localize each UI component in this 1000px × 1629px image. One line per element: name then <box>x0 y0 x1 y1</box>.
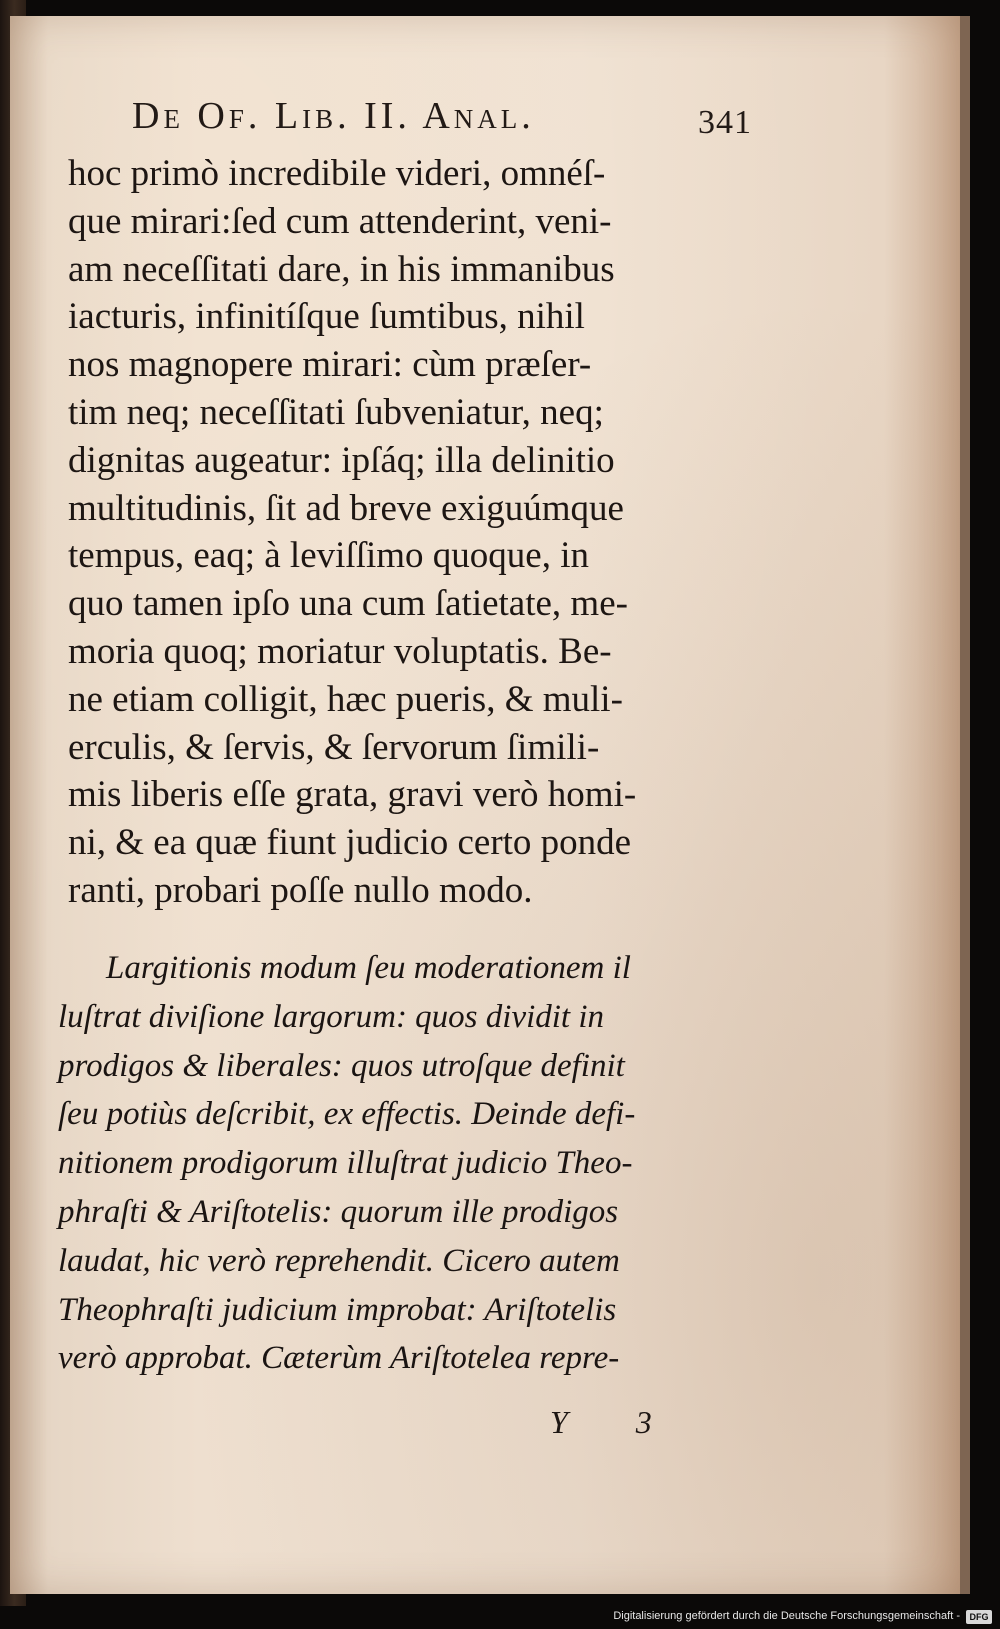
text-line: ranti, probari poſſe nullo modo. <box>68 869 533 911</box>
text-line: que mirari:ſed cum attenderint, veni- <box>68 200 612 242</box>
text-line: ne etiam colligit, hæc pueris, & muli- <box>68 678 623 720</box>
dfg-logo: DFG <box>966 1610 992 1624</box>
running-title: De Of. Lib. II. Anal. <box>132 95 535 137</box>
text-line: iacturis, infinitíſque ſumtibus, nihil <box>68 296 585 338</box>
commentary-line: verò approbat. Cæterùm Ariſtotelea repre- <box>58 1340 620 1377</box>
page-number: 341 <box>698 104 752 141</box>
book-page <box>10 16 970 1594</box>
italic-commentary-block <box>58 944 738 1383</box>
text-line: mis liberis eſſe grata, gravi verò homi- <box>68 774 637 816</box>
text-line: erculis, & ſervis, & ſervorum ſimili- <box>68 726 600 768</box>
commentary-line: prodigos & liberales: quos utroſque definit <box>58 1047 625 1084</box>
commentary-line: ſeu potiùs deſcribit, ex effectis. Deinde defi- <box>58 1096 636 1133</box>
text-line: hoc primò incredibile videri, omnéſ- <box>68 153 606 194</box>
text-line: nos magnopere mirari: cùm præſer- <box>68 344 592 386</box>
commentary-line: Theophraſti judicium improbat: Ariſtotelis <box>58 1291 617 1328</box>
text-line: ni, & ea quæ fiunt judicio certo ponde <box>68 822 632 864</box>
commentary-line: luſtrat diviſione largorum: quos dividit in <box>58 998 605 1035</box>
main-text-block <box>68 150 738 915</box>
commentary-line: laudat, hic verò reprehendit. Cicero autem <box>58 1242 620 1279</box>
text-line: quo tamen ipſo una cum ſatietate, me- <box>68 583 628 625</box>
commentary-line: nitionem prodigorum illuſtrat judicio Theo- <box>58 1145 633 1182</box>
commentary-line: phraſti & Ariſtotelis: quorum ille prodigos <box>58 1193 619 1230</box>
funding-credit: Digitalisierung gefördert durch die Deutsche Forschungsgemeinschaft - <box>613 1610 960 1622</box>
commentary-line: Largitionis modum ſeu moderationem il <box>106 950 631 986</box>
digitization-footer <box>0 1606 1000 1629</box>
running-head <box>132 94 752 154</box>
text-line: tempus, eaq; à leviſſimo quoque, in <box>68 535 589 577</box>
text-line: am neceſſitati dare, in his immanibus <box>68 248 615 290</box>
text-line: multitudinis, ſit ad breve exiguúmque <box>68 487 624 529</box>
text-line: tim neq; neceſſitati ſubveniatur, neq; <box>68 391 604 433</box>
signature-mark: Y 3 <box>550 1404 682 1440</box>
text-line: dignitas augeatur: ipſáq; illa delinitio <box>68 439 615 481</box>
text-line: moria quoq; moriatur voluptatis. Be- <box>68 630 612 672</box>
